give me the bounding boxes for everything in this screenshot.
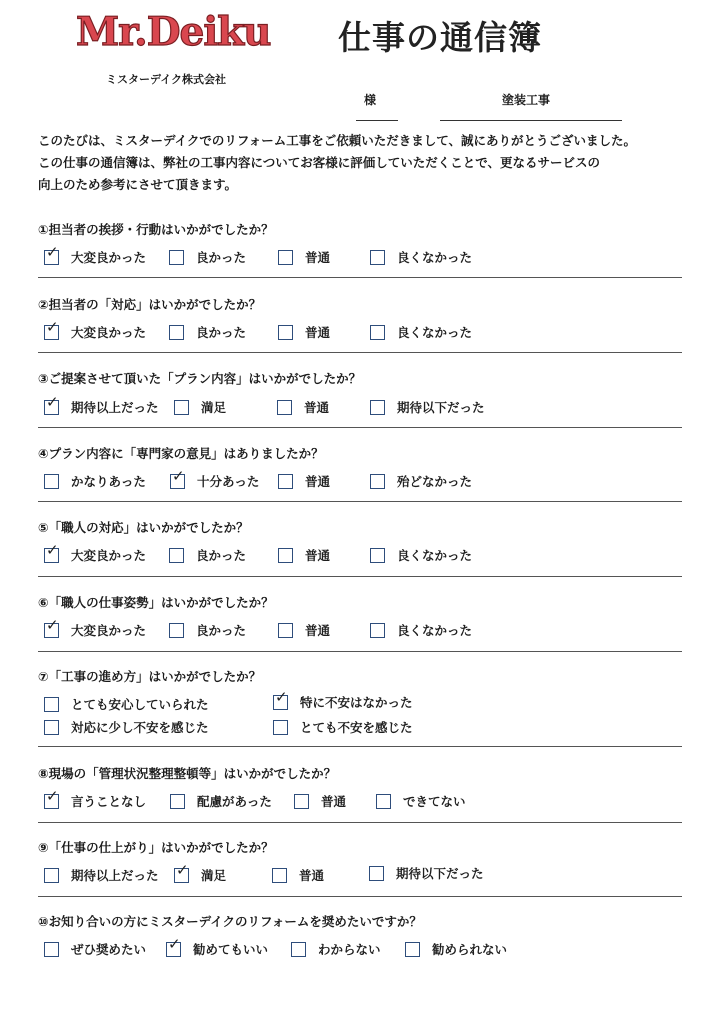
intro-line: 向上のため参考にさせて頂きます。: [38, 177, 238, 192]
option[interactable]: 良くなかった: [370, 546, 472, 564]
option[interactable]: とても不安を感じた: [273, 718, 413, 736]
checkbox[interactable]: [277, 400, 292, 415]
option[interactable]: ✓ 十分あった: [172, 466, 260, 489]
question-title: ⑩お知り合いの方にミスターデイクのリフォームを奨めたいですか？: [38, 914, 422, 929]
checkbox[interactable]: [44, 942, 59, 957]
intro-line: この仕事の通信簿は、弊社の工事内容についてお客様に評価していただくことで、更なるサービスの: [38, 155, 601, 170]
option[interactable]: 良くなかった: [370, 248, 472, 266]
option[interactable]: 普通: [277, 398, 329, 416]
option[interactable]: ✓ 満足: [176, 860, 227, 883]
option[interactable]: 期待以下だった: [370, 398, 485, 416]
document-title: 仕事の通信簿: [338, 18, 542, 57]
option[interactable]: 対応に少し不安を感じた: [44, 718, 209, 736]
logo-text: Mr.Deiku: [76, 9, 271, 52]
checkbox[interactable]: [44, 242, 59, 265]
section-divider: [38, 896, 682, 897]
checkbox[interactable]: [169, 250, 184, 265]
question-title: ⑥「職人の仕事姿勢」はいかがでしたか？: [38, 595, 274, 610]
option[interactable]: ✓ 特に不安はなかった: [275, 687, 413, 710]
option[interactable]: ✓ 期待以上だった: [46, 392, 159, 415]
checkbox[interactable]: [44, 540, 59, 563]
option[interactable]: ✓ 言うことなし: [46, 786, 147, 809]
section-divider: [38, 651, 682, 652]
checkbox[interactable]: [44, 720, 59, 735]
question-title: ⑤「職人の対応」はいかがでしたか？: [38, 520, 249, 535]
checkbox[interactable]: [405, 942, 420, 957]
check-mark-icon: ✓: [46, 317, 59, 336]
option[interactable]: 普通: [294, 792, 346, 810]
option[interactable]: とても安心していられた: [44, 695, 209, 713]
checkbox[interactable]: [170, 794, 185, 809]
checkbox[interactable]: [273, 720, 288, 735]
check-mark-icon: ✓: [275, 687, 288, 706]
company-name: ミスターデイク株式会社: [106, 73, 227, 86]
check-mark-icon: ✓: [168, 934, 181, 953]
checkbox[interactable]: [294, 794, 309, 809]
option[interactable]: 良かった: [169, 323, 246, 341]
option[interactable]: 殆どなかった: [370, 472, 472, 490]
checkbox[interactable]: [278, 474, 293, 489]
honorific-label: 様: [364, 93, 377, 107]
option[interactable]: 普通: [272, 866, 324, 884]
question-title: ②担当者の「対応」はいかがでしたか？: [38, 297, 262, 312]
check-mark-icon: ✓: [46, 540, 59, 559]
option[interactable]: わからない: [291, 940, 381, 958]
option[interactable]: ✓ 大変良かった: [46, 540, 147, 563]
checkbox[interactable]: [44, 786, 59, 809]
checkbox[interactable]: [169, 548, 184, 563]
checkbox[interactable]: [44, 474, 59, 489]
checkbox[interactable]: [278, 548, 293, 563]
checkbox[interactable]: [278, 623, 293, 638]
option[interactable]: 期待以下だった: [369, 864, 484, 882]
checkbox[interactable]: [166, 934, 181, 957]
option[interactable]: 良くなかった: [370, 323, 472, 341]
section-divider: [38, 352, 682, 353]
checkbox[interactable]: [169, 623, 184, 638]
section-divider: [38, 746, 682, 747]
option[interactable]: 普通: [278, 248, 330, 266]
option[interactable]: ✓ 大変良かった: [46, 317, 147, 340]
option[interactable]: 良かった: [169, 248, 246, 266]
mr-deiku-logo: [74, 8, 336, 52]
option[interactable]: 期待以上だった: [44, 866, 159, 884]
question-title: ⑦「工事の進め方」はいかがでしたか？: [38, 669, 262, 684]
section-divider: [38, 576, 682, 577]
check-mark-icon: ✓: [46, 786, 59, 805]
checkbox[interactable]: [278, 250, 293, 265]
checkbox[interactable]: [44, 615, 59, 638]
checkbox[interactable]: [44, 697, 59, 712]
option[interactable]: 普通: [278, 323, 330, 341]
checkbox[interactable]: [273, 687, 288, 710]
check-mark-icon: ✓: [46, 242, 59, 261]
checkbox[interactable]: [44, 392, 59, 415]
option[interactable]: ✓ 勧めてもいい: [168, 934, 269, 957]
checkbox[interactable]: [278, 325, 293, 340]
checkbox[interactable]: [369, 866, 384, 881]
question-title: ⑧現場の「管理状況整理整頓等」はいかがでしたか？: [38, 766, 337, 781]
option[interactable]: 勧められない: [405, 940, 507, 958]
option[interactable]: 普通: [278, 472, 330, 490]
option[interactable]: 満足: [174, 398, 226, 416]
checkbox[interactable]: [44, 317, 59, 340]
option[interactable]: ✓ 大変良かった: [46, 615, 147, 638]
option[interactable]: できてない: [376, 792, 466, 810]
question-title: ④プラン内容に「専門家の意見」はありましたか？: [38, 446, 324, 461]
checkbox[interactable]: [370, 548, 385, 563]
checkbox[interactable]: [370, 474, 385, 489]
checkbox[interactable]: [174, 400, 189, 415]
checkbox[interactable]: [44, 868, 59, 883]
section-divider: [38, 501, 682, 502]
checkbox[interactable]: [291, 942, 306, 957]
customer-name-field[interactable]: [356, 104, 398, 121]
check-mark-icon: ✓: [176, 860, 189, 879]
option[interactable]: 普通: [278, 621, 330, 639]
question-title: ①担当者の挨拶・行動はいかがでしたか？: [38, 222, 274, 237]
work-type-value: 塗装工事: [502, 93, 551, 107]
option[interactable]: 良くなかった: [370, 621, 472, 639]
section-divider: [38, 277, 682, 278]
checkbox[interactable]: [169, 325, 184, 340]
intro-text: [38, 130, 636, 196]
option[interactable]: 良かった: [169, 546, 246, 564]
checkbox[interactable]: [272, 868, 287, 883]
check-mark-icon: ✓: [46, 392, 59, 411]
checkbox[interactable]: [370, 400, 385, 415]
check-mark-icon: ✓: [172, 466, 185, 485]
option[interactable]: ぜひ奨めたい: [44, 940, 146, 958]
option[interactable]: 普通: [278, 546, 330, 564]
checkbox[interactable]: [170, 466, 185, 489]
checkbox[interactable]: [370, 623, 385, 638]
option[interactable]: 配慮があった: [170, 792, 272, 810]
checkbox[interactable]: [376, 794, 391, 809]
section-divider: [38, 427, 682, 428]
option[interactable]: ✓ 大変良かった: [46, 242, 147, 265]
option[interactable]: 良かった: [169, 621, 246, 639]
check-mark-icon: ✓: [46, 615, 59, 634]
question-title: ③ご提案させて頂いた「プラン内容」はいかがでしたか？: [38, 371, 362, 386]
section-divider: [38, 822, 682, 823]
checkbox[interactable]: [174, 860, 189, 883]
checkbox[interactable]: [370, 250, 385, 265]
intro-line: このたびは、ミスターデイクでのリフォーム工事をご依頼いただきまして、誠にありがとうございました。: [38, 133, 637, 148]
option[interactable]: かなりあった: [44, 472, 146, 490]
checkbox[interactable]: [370, 325, 385, 340]
question-title: ⑨「仕事の仕上がり」はいかがでしたか？: [38, 840, 274, 855]
